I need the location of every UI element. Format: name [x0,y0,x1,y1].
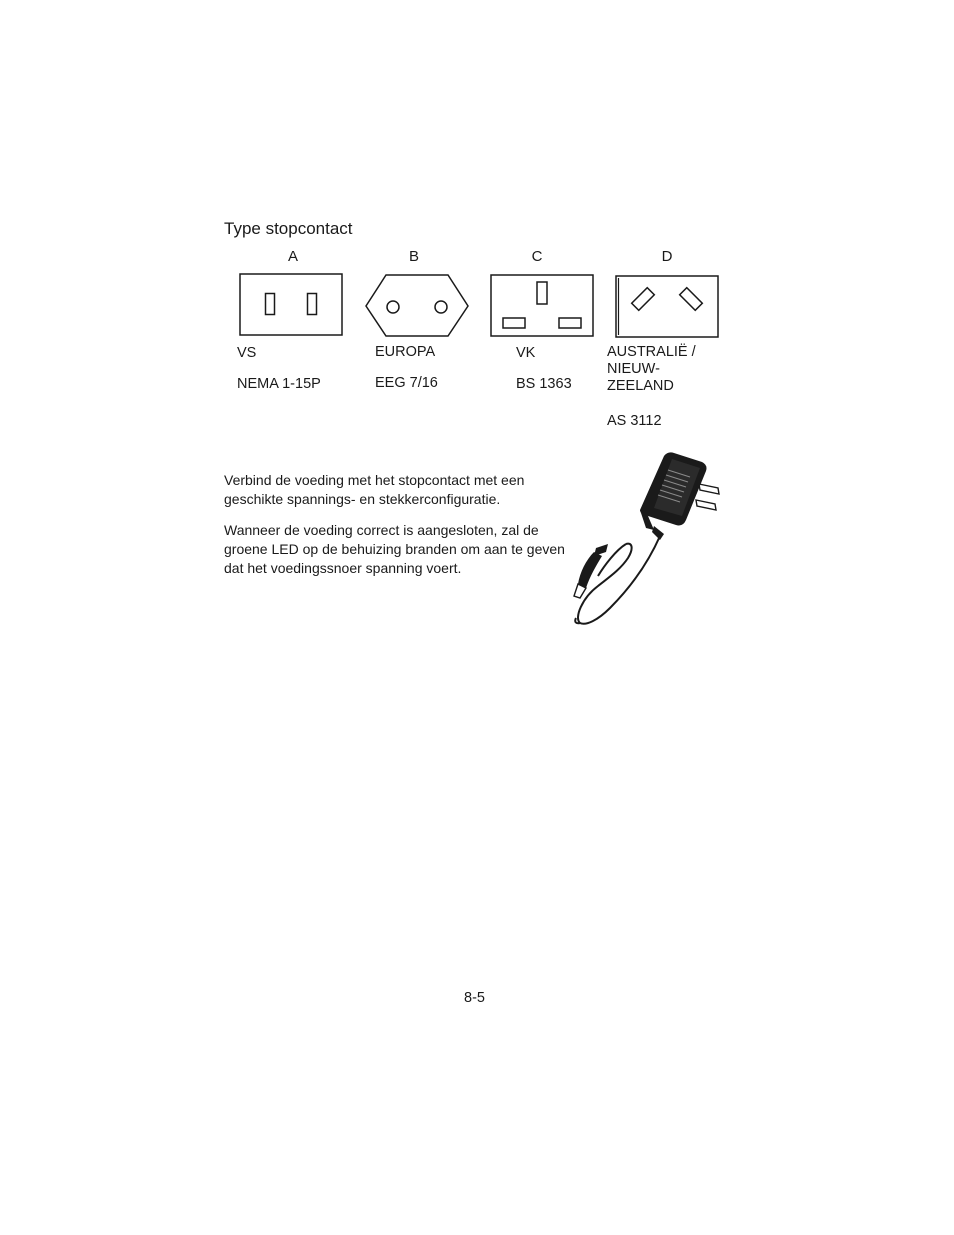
outlet-c-standard: BS 1363 [516,376,572,392]
outlet-d-slot-left [632,288,655,311]
outlet-b-diagram [364,273,470,338]
outlet-a-diagram [239,273,344,336]
outlet-c-faceplate [491,275,593,336]
instruction-paragraph-1: Verbind de voeding met het stopcontact met een geschikte spannings- en stekkerconfiguratie. [224,472,525,507]
outlet-c-slot-left [503,318,525,328]
outlet-a-slot-right [308,294,317,315]
section-heading: Type stopcontact [224,219,353,238]
outlet-b-hole-left [387,301,399,313]
outlet-letter-c: C [531,248,543,265]
outlet-letter-a: A [287,248,298,265]
outlet-d-region [607,344,696,395]
adapter-body [640,452,707,540]
outlet-b-region: EUROPA [375,344,436,360]
outlet-c-slot-right [559,318,581,328]
adapter-prongs [696,484,719,510]
instruction-paragraph-2: Wanneer de voeding correct is aangesloten, zal de groene LED op de behuizing branden om aan te geven dat het voedingssnoer spanning voert. [224,522,565,576]
outlet-c-region: VK [516,345,536,361]
outlet-b-faceplate [366,275,468,336]
outlet-a-faceplate [240,274,342,335]
outlet-d-region-line-2: NIEUW- [607,361,660,377]
outlet-c-diagram [490,274,595,338]
outlet-letter-d: D [661,248,673,265]
outlet-d-standard: AS 3112 [607,413,662,429]
outlet-d-slot-right [680,288,703,311]
outlet-letter-b: B [408,248,419,265]
outlet-d-region-line-3: ZEELAND [607,378,674,394]
outlet-a-slot-left [266,294,275,315]
outlet-d-region-line-1: AUSTRALIË / [607,344,696,360]
outlet-b-standard: EEG 7/16 [375,375,438,391]
outlet-b-hole-right [435,301,447,313]
outlet-c-slot-earth [537,282,547,304]
outlet-d-diagram [615,274,720,338]
page-number: 8-5 [464,990,485,1006]
outlet-d-faceplate [616,276,718,337]
adapter-barrel-plug [574,544,608,598]
outlet-a-region: VS [237,345,257,361]
power-adapter-illustration [568,448,724,630]
outlet-a-standard: NEMA 1-15P [237,376,321,392]
